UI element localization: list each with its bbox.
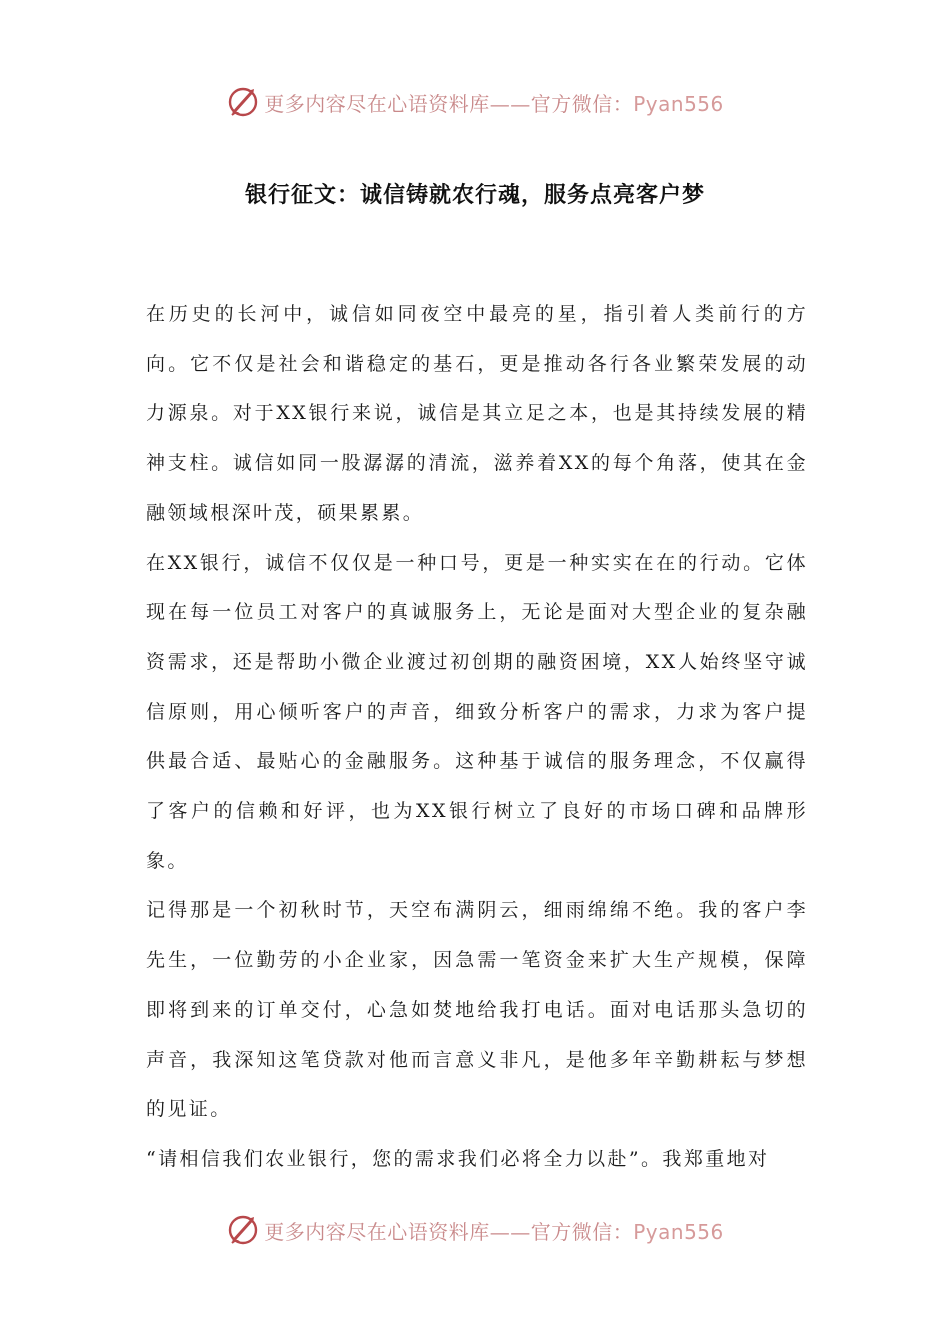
watermark-banner-bottom bbox=[0, 1208, 950, 1252]
watermark-banner-top bbox=[0, 80, 950, 124]
paragraph: “请相信我们农业银行，您的需求我们必将全力以赴”。我郑重地对 bbox=[146, 1147, 770, 1170]
watermark-text: 更多内容尽在心语资料库——官方微信：Pyan556 bbox=[264, 1219, 724, 1244]
pen-logo-icon bbox=[226, 85, 260, 119]
document-body bbox=[146, 290, 808, 1185]
paragraph: 记得那是一个初秋时节，天空布满阴云，细雨绵绵不绝。我的客户李先生，一位勤劳的小企业家，因急需一笔资金来扩大生产规模，保障即将到来的订单交付，心急如焚地给我打电话。面对电话那头急切的声音，我深知这笔贷款对他而言意义非凡，是他多年辛勤耕耘与梦想的见证。 bbox=[146, 899, 808, 1121]
pen-logo-icon bbox=[226, 1213, 260, 1247]
paragraph: 在历史的长河中，诚信如同夜空中最亮的星，指引着人类前行的方向。它不仅是社会和谐稳定的基石，更是推动各行各业繁荣发展的动力源泉。对于XX银行来说，诚信是其立足之本，也是其持续发展的精神支柱。诚信如同一股潺潺的清流，滋养着XX的每个角落，使其在金融领域根深叶茂，硕果累累。 bbox=[146, 303, 808, 524]
wechat-id: Pyan556 bbox=[633, 1219, 724, 1244]
paragraph: 在XX银行，诚信不仅仅是一种口号，更是一种实实在在的行动。它体现在每一位员工对客户的真诚服务上，无论是面对大型企业的复杂融资需求，还是帮助小微企业渡过初创期的融资困境，XX人始终坚守诚信原则，用心倾听客户的声音，细致分析客户的需求，力求为客户提供最合适、最贴心的金融服务。这种基于诚信的服务理念，不仅赢得了客户的信赖和好评，也为XX银行树立了良好的市场口碑和品牌形象。 bbox=[146, 551, 808, 872]
wechat-id: Pyan556 bbox=[633, 91, 724, 116]
watermark-text: 更多内容尽在心语资料库——官方微信：Pyan556 bbox=[264, 91, 724, 116]
document-title: 银行征文：诚信铸就农行魂，服务点亮客户梦 bbox=[244, 183, 705, 208]
